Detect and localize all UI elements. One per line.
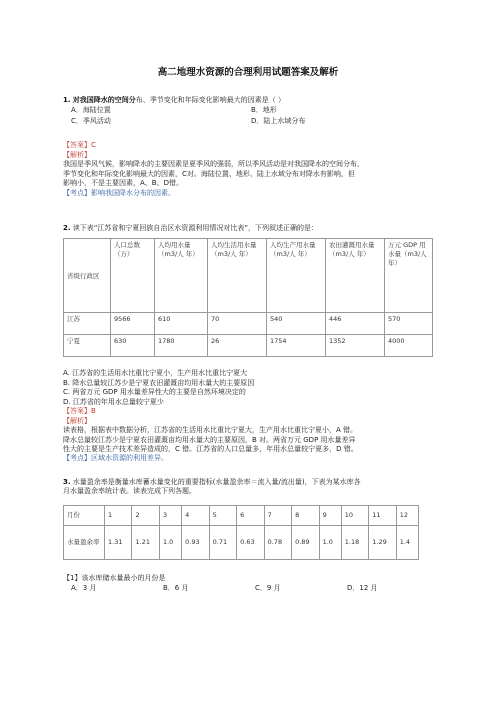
table-cell: 0.71 bbox=[209, 525, 236, 559]
table-cell: 10 bbox=[341, 505, 368, 525]
header-cell: 人均生产用水量（m3/人 年） bbox=[267, 239, 326, 313]
table-cell: 5 bbox=[209, 505, 236, 525]
table-cell: 6 bbox=[237, 505, 264, 525]
question-2-analysis-line-3: 性大的主要是生产技术差异造成的，C 错。江苏省的人口总量多，年用水总量较宁夏多，D 错。 bbox=[63, 444, 358, 453]
table-cell: 26 bbox=[208, 335, 267, 357]
question-1-analysis-line-3: 影响小，不是主要因素，A、B、D错。 bbox=[63, 179, 183, 188]
table-cell: 11 bbox=[369, 505, 396, 525]
question-1-analysis-line-1: 我国是季风气候，影响降水的主要因素是夏季风的强弱，所以季风活动是对我国降水的空间分布、 bbox=[63, 160, 364, 169]
table-cell: 1.4 bbox=[396, 525, 418, 559]
table-cell: 1.0 bbox=[159, 525, 181, 559]
question-2-number: 2. bbox=[63, 224, 71, 232]
question-3-text-line-1: 水量盈余率是衡量水库蓄水量变化的重要指标(水量盈余率＝流入量/流出量)，下表为某水库各 bbox=[72, 478, 361, 486]
question-1-lead: 对我国降水的空间分 bbox=[72, 96, 136, 104]
table-cell: 1.21 bbox=[132, 525, 159, 559]
table-cell: 月份 bbox=[64, 505, 105, 525]
table-cell: 0.93 bbox=[182, 525, 209, 559]
question-2-analysis-line-1: 读表格，根据表中数据分析，江苏省的生活用水比重比宁夏大，生产用水比重比宁夏小，A 错。 bbox=[63, 426, 358, 435]
header-cell: 人均生活用水量（m3/人 年） bbox=[208, 239, 267, 313]
page-title: 高二地理水资源的合理利用试题答案及解析 bbox=[157, 67, 339, 78]
table-cell: 1780 bbox=[155, 335, 208, 357]
option-c[interactable]: C．季风活动 bbox=[71, 116, 111, 125]
question-1-answer: 【答案】C bbox=[63, 141, 96, 150]
surplus-rate-table bbox=[63, 505, 419, 560]
question-2-stem bbox=[63, 224, 433, 233]
table-cell: 9566 bbox=[111, 313, 155, 335]
question-3-text-line-2: 月水量盈余率统计表。读表完成下列各题。 bbox=[63, 487, 196, 496]
option-b[interactable]: B. 降水总量较江苏少是宁夏农田灌溉亩均用水量大的主要原因 bbox=[63, 378, 255, 387]
question-1-number: 1. bbox=[63, 96, 71, 104]
option-b[interactable]: B．6 月 bbox=[163, 584, 189, 593]
option-c[interactable]: C. 两省万元 GDP 用水量差异性大的主要是自然环境决定的 bbox=[63, 388, 246, 397]
option-d[interactable]: D．12 月 bbox=[347, 584, 378, 593]
question-3-subquestion: 【1】该水库储水量最小的月份是 bbox=[63, 573, 166, 582]
table-cell: 1.0 bbox=[319, 525, 341, 559]
question-3 bbox=[63, 478, 433, 594]
option-a[interactable]: A. 江苏省的生活用水比重比宁夏小，生产用水比重比宁夏大 bbox=[63, 369, 248, 378]
header-cell: 人口总数（万） bbox=[111, 239, 155, 313]
header-cell: 农田灌溉用水量（m3/人 年） bbox=[326, 239, 385, 313]
table-cell: 9 bbox=[319, 505, 341, 525]
table-cell: 610 bbox=[155, 313, 208, 335]
header-cell: 省级行政区 bbox=[64, 239, 111, 313]
table-cell: 12 bbox=[396, 505, 418, 525]
question-1 bbox=[63, 96, 433, 198]
question-2-answer: 【答案】B bbox=[63, 407, 96, 416]
table-row bbox=[64, 335, 433, 357]
question-2-point: 【考点】区域水资源的利用差异。 bbox=[63, 454, 168, 463]
header-cell: 万元 GDP 用水量（m3/人 年） bbox=[385, 239, 433, 313]
question-1-stem bbox=[63, 96, 433, 105]
table-cell: 2 bbox=[132, 505, 159, 525]
water-use-table bbox=[63, 238, 433, 357]
question-1-analysis-tag: 【解析】 bbox=[63, 150, 91, 159]
table-header-row bbox=[64, 239, 433, 313]
table-cell: 0.78 bbox=[264, 525, 291, 559]
table-cell: 570 bbox=[385, 313, 433, 335]
question-2-analysis-tag: 【解析】 bbox=[63, 416, 91, 425]
table-cell: 4 bbox=[182, 505, 209, 525]
table-cell: 70 bbox=[208, 313, 267, 335]
option-a[interactable]: A．3 月 bbox=[71, 584, 97, 593]
table-cell: 1.18 bbox=[341, 525, 368, 559]
table-cell: 1352 bbox=[326, 335, 385, 357]
table-cell: 1.29 bbox=[369, 525, 396, 559]
table-row bbox=[64, 313, 433, 335]
table-cell: 0.89 bbox=[292, 525, 319, 559]
table-row-months bbox=[64, 505, 419, 525]
question-3-number: 3. bbox=[63, 478, 71, 486]
table-cell: 540 bbox=[267, 313, 326, 335]
table-cell: 水量盈余率 bbox=[64, 525, 105, 559]
table-cell: 4000 bbox=[385, 335, 433, 357]
question-2 bbox=[63, 224, 433, 464]
table-cell: 0.63 bbox=[237, 525, 264, 559]
table-row-rates bbox=[64, 525, 419, 559]
table-cell: 宁夏 bbox=[64, 335, 111, 357]
question-2-text: 读下表“江苏省和宁夏回族自治区水资源利用情况对比表”，下列叙述正确的是： bbox=[72, 224, 319, 232]
option-d[interactable]: D．陆上水域分布 bbox=[251, 116, 306, 125]
option-b[interactable]: B．地形 bbox=[251, 106, 277, 115]
table-cell: 446 bbox=[326, 313, 385, 335]
question-1-point: 【考点】影响我国降水分布的因素。 bbox=[63, 188, 175, 197]
table-cell: 3 bbox=[159, 505, 181, 525]
question-2-options bbox=[63, 369, 433, 407]
question-1-options bbox=[71, 106, 433, 126]
header-cell: 人均用水量（m3/人 年） bbox=[155, 239, 208, 313]
table-cell: 1754 bbox=[267, 335, 326, 357]
option-a[interactable]: A．海陆位置 bbox=[71, 106, 111, 115]
table-cell: 8 bbox=[292, 505, 319, 525]
table-cell: 江苏 bbox=[64, 313, 111, 335]
table-cell: 1.31 bbox=[105, 525, 132, 559]
table-cell: 1 bbox=[105, 505, 132, 525]
question-3-options bbox=[71, 584, 433, 593]
option-c[interactable]: C．9 月 bbox=[255, 584, 281, 593]
question-2-analysis-line-2: 降水总量较江苏少是宁夏农田灌溉亩均用水量大的主要原因，B 对。两省万元 GDP 用水量差异 bbox=[63, 435, 356, 444]
question-1-analysis-line-2: 季节变化和年际变化影响最大的因素，C对。海陆位置、地形、陆上水域分布对降水有影响，但 bbox=[63, 169, 355, 178]
question-1-rest: 布、季节变化和年际变化影响最大的因素是（ ） bbox=[135, 96, 285, 104]
table-cell: 630 bbox=[111, 335, 155, 357]
option-d[interactable]: D. 江苏省的年用水总量较宁夏少 bbox=[63, 397, 164, 406]
table-cell: 7 bbox=[264, 505, 291, 525]
